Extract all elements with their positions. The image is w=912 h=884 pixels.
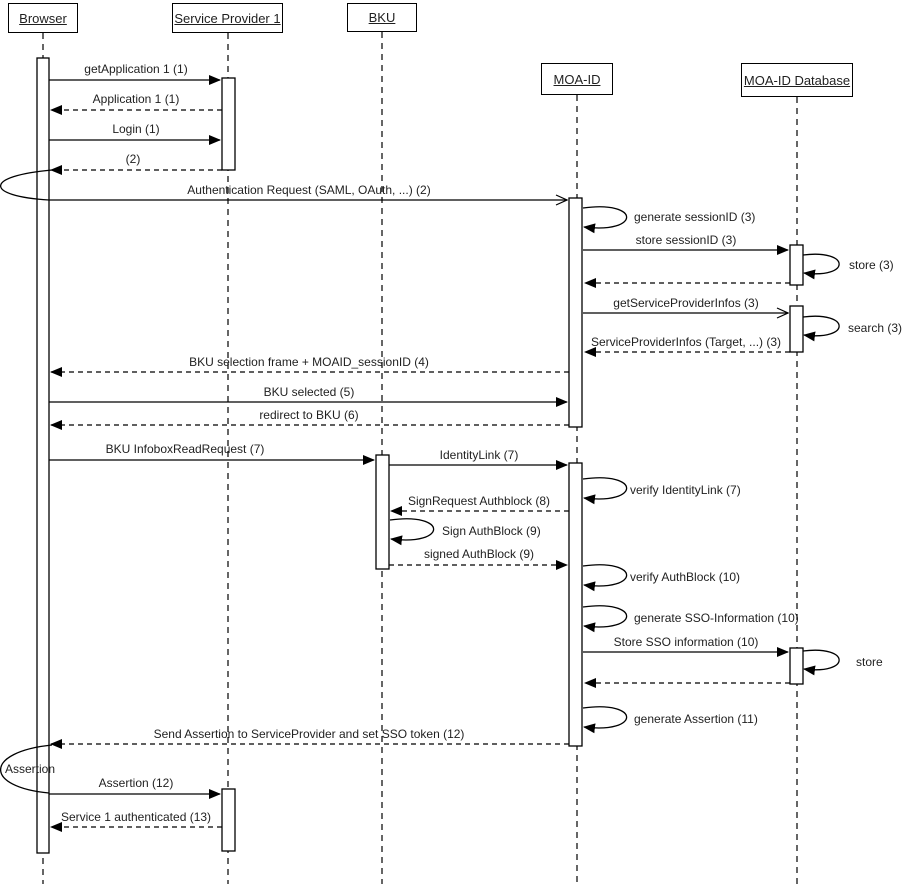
- loop-store-3: [803, 254, 839, 274]
- loop-sign-authblock: [390, 519, 434, 540]
- activation-db-3: [790, 648, 803, 684]
- message-label-redirect-to-bku: redirect to BKU (6): [259, 408, 359, 422]
- message-label-sign-request-authblock: SignRequest Authblock (8): [407, 494, 551, 508]
- loop-search-3: [803, 316, 839, 336]
- loop-store: [803, 650, 839, 670]
- activation-moa-id-1: [569, 198, 582, 427]
- message-label-get-application: getApplication 1 (1): [84, 62, 188, 76]
- message-label-send-assertion: Send Assertion to ServiceProvider and set SSO token (12): [153, 727, 465, 741]
- actor-moa-id-database-label: MOA-ID Database: [743, 72, 851, 88]
- message-label-service-provider-infos: ServiceProviderInfos (Target, ...) (3): [590, 335, 782, 349]
- message-label-bku-selected: BKU selected (5): [263, 385, 355, 399]
- loop-label-generate-assertion: generate Assertion (11): [634, 712, 758, 726]
- loop-label-store: store: [856, 655, 883, 669]
- activation-bku: [376, 455, 389, 569]
- message-label-store-sessionid: store sessionID (3): [635, 233, 737, 247]
- loop-label-generate-sessionid: generate sessionID (3): [634, 210, 756, 224]
- activation-moa-id-2: [569, 463, 582, 746]
- message-label-service-1-authenticated: Service 1 authenticated (13): [60, 810, 212, 824]
- loop-label-store-3: store (3): [849, 258, 894, 272]
- actor-service-provider-label: Service Provider 1: [174, 10, 281, 26]
- message-label-signed-authblock: signed AuthBlock (9): [423, 547, 535, 561]
- message-label-assertion-12: Assertion (12): [98, 776, 174, 790]
- loop-label-verify-authblock: verify AuthBlock (10): [630, 570, 741, 584]
- message-label-get-service-provider-infos: getServiceProviderInfos (3): [613, 296, 759, 310]
- loop-verify-authblock: [583, 565, 627, 586]
- message-label-authentication-request: Authentication Request (SAML, OAuth, ...) (2): [187, 183, 431, 197]
- message-label-return-2: (2): [125, 152, 141, 166]
- loop-label-assertion: Assertion: [5, 762, 56, 776]
- actor-bku-box: [347, 3, 417, 32]
- loop-generate-assertion: [583, 707, 627, 728]
- loop-label-sign-authblock: Sign AuthBlock (9): [442, 524, 541, 538]
- loop-generate-sessionid: [583, 207, 627, 228]
- message-label-login: Login (1): [112, 122, 160, 136]
- message-label-store-sso-information: Store SSO information (10): [613, 635, 759, 649]
- activation-browser: [37, 58, 49, 853]
- actor-moa-id-database-box: [741, 63, 853, 97]
- actor-browser-label: Browser: [19, 10, 67, 26]
- message-label-bku-infobox-read-request: BKU InfoboxReadRequest (7): [105, 442, 265, 456]
- lifelines: [43, 32, 797, 884]
- loop-label-verify-identity-link: verify IdentityLink (7): [630, 483, 741, 497]
- actor-browser-box: [8, 3, 78, 33]
- loop-verify-identity-link: [583, 478, 627, 499]
- loop-generate-sso-information: [583, 606, 627, 627]
- loop-label-search-3: search (3): [848, 321, 903, 335]
- activation-db-1: [790, 245, 803, 285]
- actor-bku-label: BKU: [368, 10, 396, 25]
- actor-service-provider-box: [172, 3, 283, 33]
- message-label-bku-selection-frame: BKU selection frame + MOAID_sessionID (4): [189, 355, 429, 369]
- actor-moa-id-box: [541, 63, 613, 95]
- message-label-identity-link: IdentityLink (7): [439, 448, 519, 462]
- actor-moa-id-label: MOA-ID: [553, 71, 601, 87]
- activation-sp1-top: [222, 78, 235, 170]
- activation-sp1-bottom: [222, 789, 235, 851]
- message-label-application-1: Application 1 (1): [92, 92, 180, 106]
- loop-label-generate-sso-information: generate SSO-Information (10): [634, 611, 799, 625]
- activation-db-2: [790, 306, 803, 352]
